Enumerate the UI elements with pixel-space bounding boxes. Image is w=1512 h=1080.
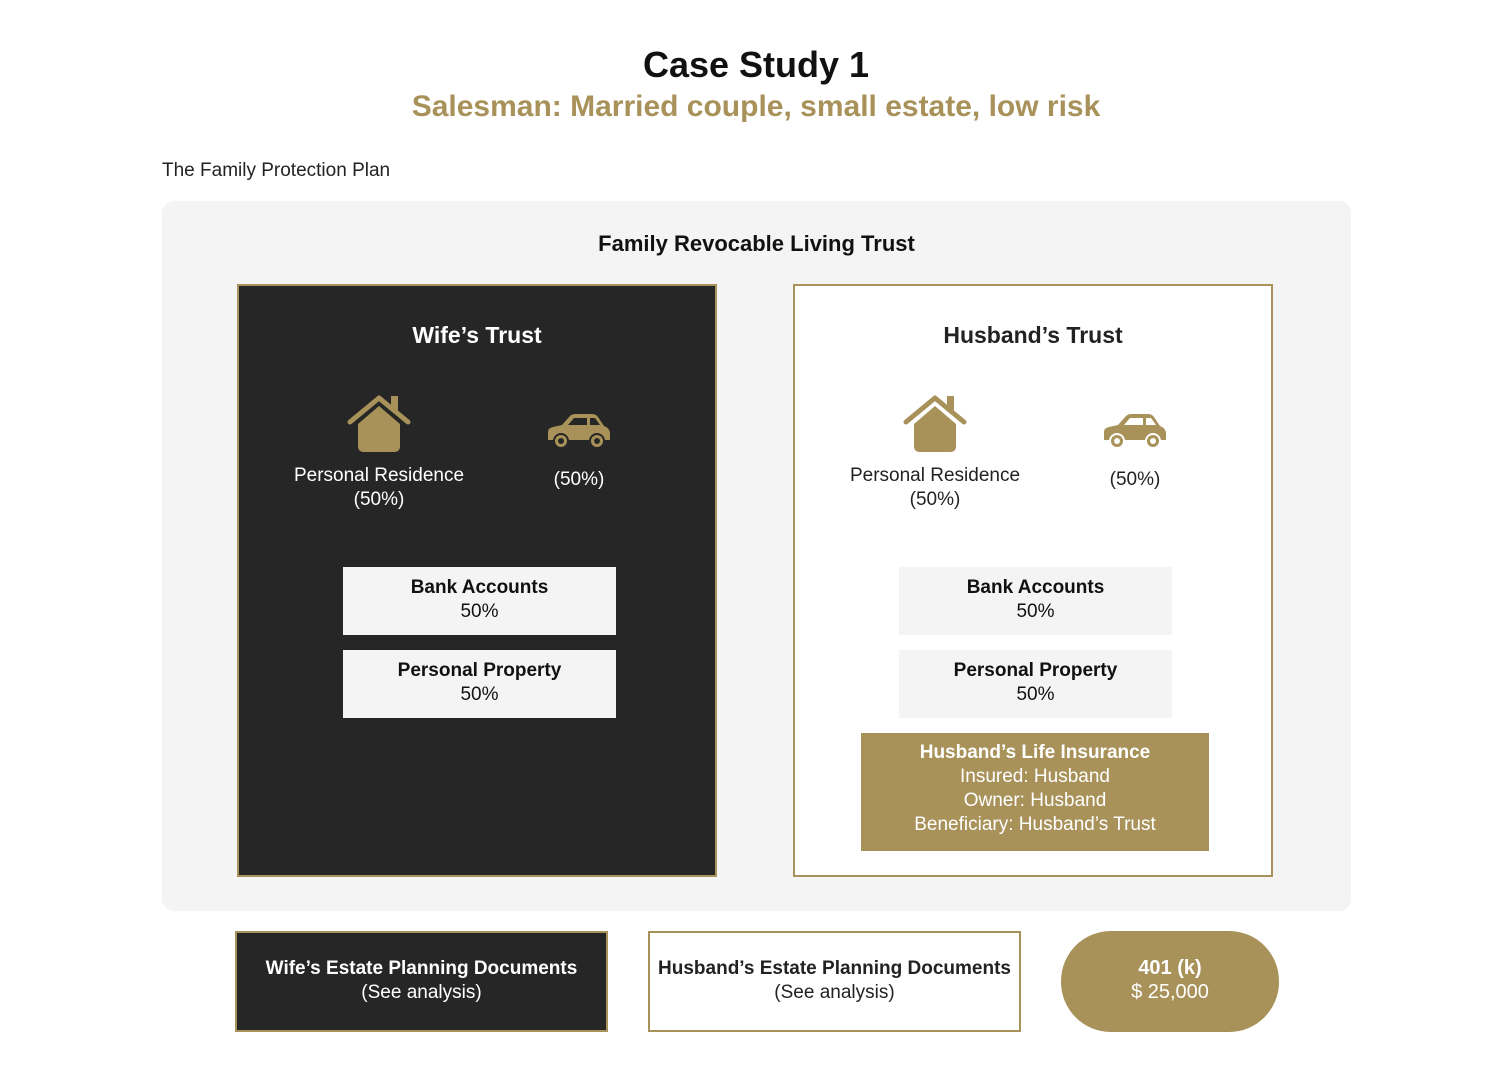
wife-bank-accounts xyxy=(343,567,616,635)
husband-vehicle xyxy=(1065,412,1205,492)
husband-property-title: Personal Property xyxy=(953,660,1118,681)
wife-trust-title: Wife’s Trust xyxy=(412,322,542,348)
husband-residence-share: (50%) xyxy=(909,489,961,510)
wife-trust xyxy=(237,284,717,877)
insurance-owner: Owner: Husband xyxy=(963,790,1107,811)
family-trust-panel xyxy=(162,201,1351,911)
wife-residence-share: (50%) xyxy=(353,489,405,510)
page-title: Case Study 1 xyxy=(642,44,870,85)
page-subtitle: Salesman: Married couple, small estate, low risk xyxy=(411,90,1101,123)
house-icon xyxy=(903,394,967,454)
wife-bank-value: 50% xyxy=(460,601,499,622)
retirement-value: $ 25,000 xyxy=(1131,981,1209,1003)
wife-documents-note: (See analysis) xyxy=(361,982,482,1003)
husband-residence xyxy=(825,394,1045,512)
car-icon xyxy=(1100,412,1170,450)
insurance-insured: Insured: Husband xyxy=(960,766,1110,787)
wife-property-title: Personal Property xyxy=(397,660,562,681)
husband-bank-accounts xyxy=(899,567,1172,635)
husband-estate-documents xyxy=(648,931,1021,1032)
car-icon xyxy=(544,412,614,450)
wife-bank-title: Bank Accounts xyxy=(410,577,549,598)
husband-documents-title: Husband’s Estate Planning Documents xyxy=(658,958,1011,979)
house-icon xyxy=(347,394,411,454)
retirement-title: 401 (k) xyxy=(1138,957,1202,979)
husband-life-insurance xyxy=(861,733,1209,851)
husband-personal-property xyxy=(899,650,1172,718)
wife-estate-documents xyxy=(235,931,608,1032)
husband-trust-title: Husband’s Trust xyxy=(943,322,1123,348)
husband-bank-value: 50% xyxy=(1016,601,1055,622)
wife-vehicle-share: (50%) xyxy=(553,469,605,490)
wife-residence-label: Personal Residence xyxy=(293,465,465,486)
husband-property-value: 50% xyxy=(1016,684,1055,705)
family-trust-title: Family Revocable Living Trust xyxy=(598,231,915,256)
husband-trust xyxy=(793,284,1273,877)
plan-label: The Family Protection Plan xyxy=(162,160,391,181)
husband-residence-label: Personal Residence xyxy=(849,465,1021,486)
husband-vehicle-share: (50%) xyxy=(1109,469,1161,490)
insurance-title: Husband’s Life Insurance xyxy=(919,742,1151,763)
retirement-401k xyxy=(1061,931,1279,1032)
husband-bank-title: Bank Accounts xyxy=(966,577,1105,598)
wife-personal-property xyxy=(343,650,616,718)
wife-property-value: 50% xyxy=(460,684,499,705)
wife-residence xyxy=(269,394,489,512)
husband-documents-note: (See analysis) xyxy=(774,982,895,1003)
wife-documents-title: Wife’s Estate Planning Documents xyxy=(265,958,578,979)
insurance-beneficiary: Beneficiary: Husband’s Trust xyxy=(914,814,1156,835)
wife-vehicle xyxy=(509,412,649,492)
